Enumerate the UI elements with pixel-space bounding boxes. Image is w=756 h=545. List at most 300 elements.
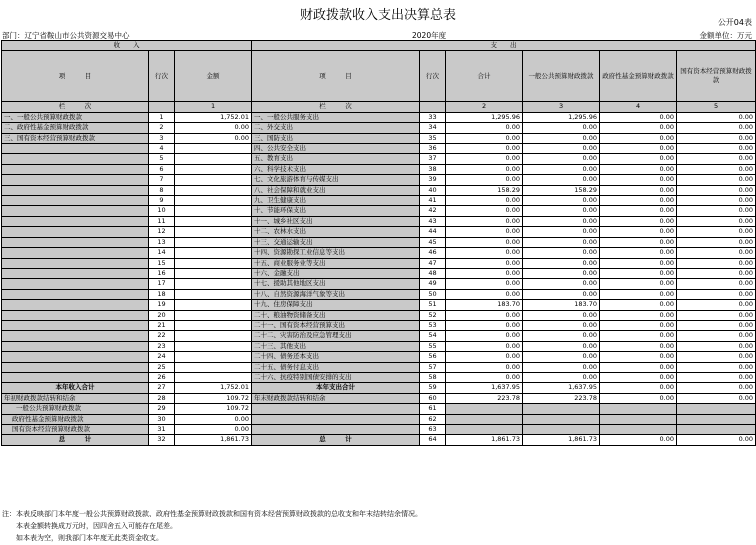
general-budget-header: 一般公共预算财政拨款	[523, 51, 600, 102]
budget-table	[1, 40, 756, 446]
expense-state-capital: 0.00	[677, 341, 756, 351]
income-line-no: 8	[149, 185, 175, 195]
table-row	[2, 372, 756, 382]
expense-total: 0.00	[446, 320, 523, 330]
expense-gov-fund: 0.00	[600, 300, 677, 310]
expense-line-no: 45	[420, 237, 446, 247]
expense-gov-fund: 0.00	[600, 237, 677, 247]
income-line-no: 1	[149, 112, 175, 122]
expense-total: 0.00	[446, 372, 523, 382]
expense-total: 0.00	[446, 268, 523, 278]
expense-state-capital: 0.00	[677, 268, 756, 278]
expense-general-budget: 0.00	[523, 362, 600, 372]
expense-general-budget: 0.00	[523, 310, 600, 320]
expense-gov-fund: 0.00	[600, 216, 677, 226]
expense-total: 0.00	[446, 258, 523, 268]
unit-label: 金额单位：万元	[699, 31, 752, 40]
expense-item-label: 十六、金融支出	[252, 268, 420, 278]
income-item-label	[2, 154, 149, 164]
income-line-header: 行次	[149, 51, 175, 102]
table-row	[2, 320, 756, 330]
expense-gov-fund: 0.00	[600, 196, 677, 206]
expense-general-budget: 0.00	[523, 248, 600, 258]
expense-state-capital: 0.00	[677, 216, 756, 226]
expense-item-header: 项 目	[252, 51, 420, 102]
column-number-row	[2, 102, 756, 112]
income-line-no: 19	[149, 300, 175, 310]
column-label: 栏 次	[2, 102, 149, 112]
income-amount	[175, 196, 252, 206]
expense-general-budget: 1,295.96	[523, 112, 600, 122]
expense-general-budget: 0.00	[523, 352, 600, 362]
expense-line-no: 41	[420, 196, 446, 206]
expense-total: 0.00	[446, 175, 523, 185]
expense-gov-fund: 0.00	[600, 133, 677, 143]
expense-item-label: 二十二、灾害防治及应急管理支出	[252, 331, 420, 341]
department-label: 部门：辽宁省鞍山市公共资源交易中心	[2, 31, 130, 40]
expense-total: 0.00	[446, 123, 523, 133]
income-item-label	[2, 279, 149, 289]
expense-item-label: 十二、农林水支出	[252, 227, 420, 237]
expense-total: 0.00	[446, 164, 523, 174]
income-item-label	[2, 268, 149, 278]
expense-item-label: 一、一般公共服务支出	[252, 112, 420, 122]
income-item-label	[2, 185, 149, 195]
carry-row	[2, 393, 756, 403]
expense-item-label: 十、节能环保支出	[252, 206, 420, 216]
income-amount	[175, 237, 252, 247]
income-amount-header: 金额	[175, 51, 252, 102]
expense-total-header: 合计	[446, 51, 523, 102]
expense-total: 0.00	[446, 331, 523, 341]
table-row	[2, 268, 756, 278]
expense-general-budget: 0.00	[523, 320, 600, 330]
expense-general-budget: 0.00	[523, 144, 600, 154]
expense-line-no: 38	[420, 164, 446, 174]
expense-item-label: 四、公共安全支出	[252, 144, 420, 154]
income-item-label	[2, 258, 149, 268]
table-row	[2, 154, 756, 164]
expense-line-no: 54	[420, 331, 446, 341]
expense-gov-fund: 0.00	[600, 331, 677, 341]
expense-general-budget: 0.00	[523, 206, 600, 216]
income-amount	[175, 154, 252, 164]
expense-gov-fund: 0.00	[600, 320, 677, 330]
income-item-label	[2, 372, 149, 382]
income-item-label	[2, 216, 149, 226]
expense-general-budget: 0.00	[523, 154, 600, 164]
grand-expense-value: 1,861.73	[446, 435, 523, 445]
table-row	[2, 196, 756, 206]
expense-item-label: 二十五、债务付息支出	[252, 362, 420, 372]
table-row	[2, 310, 756, 320]
expense-general-budget: 0.00	[523, 372, 600, 382]
income-item-label	[2, 248, 149, 258]
table-row	[2, 279, 756, 289]
income-line-no: 18	[149, 289, 175, 299]
column-header-row	[2, 51, 756, 102]
income-item-label	[2, 300, 149, 310]
table-row	[2, 123, 756, 133]
carry-in-label: 年初财政拨款结转和结余	[2, 393, 149, 403]
expense-general-budget: 0.00	[523, 268, 600, 278]
expense-line-no: 42	[420, 206, 446, 216]
expense-line-no: 53	[420, 320, 446, 330]
income-amount: 0.00	[175, 123, 252, 133]
income-item-label: 三、国有资本经营预算财政拨款	[2, 133, 149, 143]
expense-line-no: 36	[420, 144, 446, 154]
expense-line-no: 56	[420, 352, 446, 362]
expense-total-fund: 0.00	[600, 383, 677, 393]
expense-line-no: 33	[420, 112, 446, 122]
expense-line-no: 46	[420, 248, 446, 258]
income-item-label	[2, 144, 149, 154]
income-line-no: 12	[149, 227, 175, 237]
expense-total: 0.00	[446, 133, 523, 143]
income-line-no: 13	[149, 237, 175, 247]
sub2-value: 0.00	[175, 414, 252, 424]
income-amount	[175, 341, 252, 351]
sub1-value: 109.72	[175, 404, 252, 414]
footnotes	[2, 508, 422, 544]
expense-total: 0.00	[446, 196, 523, 206]
table-row	[2, 341, 756, 351]
expense-line-no: 55	[420, 341, 446, 351]
expense-gov-fund: 0.00	[600, 372, 677, 382]
expense-total: 0.00	[446, 341, 523, 351]
table-row	[2, 216, 756, 226]
carry-out-value: 223.78	[446, 393, 523, 403]
expense-general-budget: 0.00	[523, 237, 600, 247]
expense-state-capital: 0.00	[677, 352, 756, 362]
income-line-no: 16	[149, 268, 175, 278]
grand-expense-general: 1,861.73	[523, 435, 600, 445]
income-item-label	[2, 206, 149, 216]
expense-general-budget: 0.00	[523, 175, 600, 185]
year-label: 2020年度	[412, 31, 447, 40]
expense-gov-fund: 0.00	[600, 258, 677, 268]
expense-line-no: 44	[420, 227, 446, 237]
table-row	[2, 133, 756, 143]
expense-state-capital: 0.00	[677, 237, 756, 247]
income-line-no: 7	[149, 175, 175, 185]
expense-line-no: 51	[420, 300, 446, 310]
expense-state-capital: 0.00	[677, 372, 756, 382]
expense-general-budget: 158.29	[523, 185, 600, 195]
expense-gov-fund: 0.00	[600, 268, 677, 278]
expense-state-capital: 0.00	[677, 164, 756, 174]
income-amount: 0.00	[175, 133, 252, 143]
expense-general-budget: 0.00	[523, 341, 600, 351]
expense-item-label: 九、卫生健康支出	[252, 196, 420, 206]
expense-gov-fund: 0.00	[600, 112, 677, 122]
income-amount	[175, 279, 252, 289]
income-item-label	[2, 196, 149, 206]
col-num-1: 1	[175, 102, 252, 112]
sub3-label: 国有资本经营预算财政拨款	[2, 425, 149, 435]
income-item-label: 二、政府性基金预算财政拨款	[2, 123, 149, 133]
table-row	[2, 331, 756, 341]
col-num-4: 4	[600, 102, 677, 112]
income-amount	[175, 164, 252, 174]
expense-total: 0.00	[446, 289, 523, 299]
income-amount	[175, 331, 252, 341]
table-row	[2, 258, 756, 268]
income-amount	[175, 175, 252, 185]
expense-general-budget: 0.00	[523, 331, 600, 341]
income-line-no: 11	[149, 216, 175, 226]
table-row	[2, 289, 756, 299]
income-amount	[175, 362, 252, 372]
expense-total: 0.00	[446, 206, 523, 216]
income-amount	[175, 320, 252, 330]
sub-row	[2, 414, 756, 424]
col-num-2: 2	[446, 102, 523, 112]
expense-line-no: 58	[420, 372, 446, 382]
gov-fund-header: 政府性基金预算财政拨款	[600, 51, 677, 102]
expense-state-capital: 0.00	[677, 300, 756, 310]
income-line-no: 20	[149, 310, 175, 320]
table-row	[2, 175, 756, 185]
expense-state-capital: 0.00	[677, 331, 756, 341]
expense-total-label: 本年支出合计	[252, 383, 420, 393]
expense-state-capital: 0.00	[677, 258, 756, 268]
table-row	[2, 300, 756, 310]
line-no: 64	[420, 435, 446, 445]
expense-line-no: 47	[420, 258, 446, 268]
carry-out-label: 年末财政拨款结转和结余	[252, 393, 420, 403]
expense-item-label: 六、科学技术支出	[252, 164, 420, 174]
expense-state-capital: 0.00	[677, 175, 756, 185]
expense-item-label: 七、文化旅游体育与传媒支出	[252, 175, 420, 185]
expense-total: 0.00	[446, 310, 523, 320]
expense-general-budget: 0.00	[523, 227, 600, 237]
expense-item-label: 二、外交支出	[252, 123, 420, 133]
expense-item-label: 二十六、抗疫特别国债安排的支出	[252, 372, 420, 382]
income-item-header: 项 目	[2, 51, 149, 102]
income-item-label	[2, 362, 149, 372]
expense-state-capital: 0.00	[677, 123, 756, 133]
expense-item-label: 十四、资源勘探工业信息等支出	[252, 248, 420, 258]
income-line-no: 4	[149, 144, 175, 154]
report-meta	[2, 30, 754, 40]
expense-total: 0.00	[446, 248, 523, 258]
income-line-no: 5	[149, 154, 175, 164]
expense-state-capital: 0.00	[677, 279, 756, 289]
income-amount	[175, 185, 252, 195]
income-line-no: 9	[149, 196, 175, 206]
expense-general-budget: 0.00	[523, 133, 600, 143]
income-line-no: 17	[149, 279, 175, 289]
expense-gov-fund: 0.00	[600, 185, 677, 195]
income-amount	[175, 248, 252, 258]
grand-expense-label: 总 计	[252, 435, 420, 445]
income-amount: 1,752.01	[175, 112, 252, 122]
expense-state-capital: 0.00	[677, 248, 756, 258]
expense-state-capital: 0.00	[677, 320, 756, 330]
income-line-no: 14	[149, 248, 175, 258]
column-label: 栏 次	[252, 102, 420, 112]
table-row	[2, 248, 756, 258]
income-amount	[175, 372, 252, 382]
line-no: 27	[149, 383, 175, 393]
form-code: 公开04表	[717, 18, 752, 27]
expense-general-budget: 183.70	[523, 300, 600, 310]
state-capital-header: 国有资本经营预算财政拨款	[677, 51, 756, 102]
expense-line-no: 39	[420, 175, 446, 185]
income-amount	[175, 216, 252, 226]
expense-item-label: 十一、城乡社区支出	[252, 216, 420, 226]
expense-gov-fund: 0.00	[600, 248, 677, 258]
expense-state-capital: 0.00	[677, 154, 756, 164]
expense-section-header: 支 出	[252, 41, 756, 51]
income-amount	[175, 300, 252, 310]
expense-gov-fund: 0.00	[600, 123, 677, 133]
total-row	[2, 383, 756, 393]
income-amount	[175, 289, 252, 299]
table-row	[2, 185, 756, 195]
expense-state-capital: 0.00	[677, 362, 756, 372]
income-line-no: 10	[149, 206, 175, 216]
line-no: 60	[420, 393, 446, 403]
expense-line-header: 行次	[420, 51, 446, 102]
sub1-label: 一般公共预算财政拨款	[2, 404, 149, 414]
line-no: 32	[149, 435, 175, 445]
income-amount	[175, 144, 252, 154]
income-total-label: 本年收入合计	[2, 383, 149, 393]
expense-state-capital: 0.00	[677, 196, 756, 206]
expense-general-budget: 0.00	[523, 258, 600, 268]
expense-total-general: 1,637.95	[523, 383, 600, 393]
col-num-3: 3	[523, 102, 600, 112]
income-item-label	[2, 310, 149, 320]
income-item-label	[2, 237, 149, 247]
expense-gov-fund: 0.00	[600, 206, 677, 216]
carry-in-value: 109.72	[175, 393, 252, 403]
expense-total: 0.00	[446, 144, 523, 154]
table-row	[2, 112, 756, 122]
income-item-label	[2, 164, 149, 174]
expense-line-no: 52	[420, 310, 446, 320]
income-amount	[175, 268, 252, 278]
table-row	[2, 227, 756, 237]
expense-line-no: 48	[420, 268, 446, 278]
expense-total: 1,295.96	[446, 112, 523, 122]
expense-item-label: 八、社会保障和就业支出	[252, 185, 420, 195]
income-line-no: 26	[149, 372, 175, 382]
line-no: 61	[420, 404, 446, 414]
expense-gov-fund: 0.00	[600, 310, 677, 320]
expense-total: 0.00	[446, 227, 523, 237]
expense-general-budget: 0.00	[523, 279, 600, 289]
expense-general-budget: 0.00	[523, 216, 600, 226]
expense-gov-fund: 0.00	[600, 164, 677, 174]
income-line-no: 3	[149, 133, 175, 143]
expense-general-budget: 0.00	[523, 289, 600, 299]
expense-total: 0.00	[446, 154, 523, 164]
income-amount	[175, 352, 252, 362]
income-item-label: 一、一般公共预算财政拨款	[2, 112, 149, 122]
report-title: 财政拨款收入支出决算总表	[299, 8, 456, 23]
income-item-label	[2, 352, 149, 362]
income-item-label	[2, 289, 149, 299]
grand-total-row	[2, 435, 756, 445]
expense-item-label: 十五、商业服务业等支出	[252, 258, 420, 268]
table-row	[2, 237, 756, 247]
income-item-label	[2, 331, 149, 341]
expense-gov-fund: 0.00	[600, 279, 677, 289]
expense-total: 0.00	[446, 237, 523, 247]
expense-gov-fund: 0.00	[600, 352, 677, 362]
expense-line-no: 49	[420, 279, 446, 289]
expense-total: 0.00	[446, 362, 523, 372]
note-line: 如本表为空，则我部门本年度无此类资金收支。	[2, 534, 163, 542]
expense-line-no: 43	[420, 216, 446, 226]
income-total-value: 1,752.01	[175, 383, 252, 393]
expense-item-label: 十八、自然资源海洋气象等支出	[252, 289, 420, 299]
grand-income-label: 总 计	[2, 435, 149, 445]
expense-state-capital: 0.00	[677, 112, 756, 122]
line-no: 59	[420, 383, 446, 393]
income-line-no: 6	[149, 164, 175, 174]
table-row	[2, 352, 756, 362]
expense-state-capital: 0.00	[677, 133, 756, 143]
expense-state-capital: 0.00	[677, 185, 756, 195]
expense-gov-fund: 0.00	[600, 362, 677, 372]
expense-state-capital: 0.00	[677, 289, 756, 299]
income-amount	[175, 227, 252, 237]
income-line-no: 15	[149, 258, 175, 268]
expense-total: 158.29	[446, 185, 523, 195]
expense-line-no: 40	[420, 185, 446, 195]
carry-out-capital: 0.00	[677, 393, 756, 403]
expense-total-value: 1,637.95	[446, 383, 523, 393]
expense-item-label: 十九、住房保障支出	[252, 300, 420, 310]
line-no: 62	[420, 414, 446, 424]
sub-row	[2, 425, 756, 435]
expense-gov-fund: 0.00	[600, 227, 677, 237]
expense-item-label: 十七、援助其他地区支出	[252, 279, 420, 289]
income-line-no: 23	[149, 341, 175, 351]
expense-item-label: 三、国防支出	[252, 133, 420, 143]
sub3-value: 0.00	[175, 425, 252, 435]
expense-item-label: 二十、粮油物资储备支出	[252, 310, 420, 320]
expense-item-label: 二十三、其他支出	[252, 341, 420, 351]
table-row	[2, 362, 756, 372]
note-line: 注：本表反映部门本年度一般公共预算财政拨款、政府性基金预算财政拨款和国有资本经营预算财政拨款的总收支和年末结转结余情况。	[2, 510, 422, 518]
expense-item-label: 五、教育支出	[252, 154, 420, 164]
expense-item-label: 二十四、债务还本支出	[252, 352, 420, 362]
income-item-label	[2, 227, 149, 237]
income-line-no: 24	[149, 352, 175, 362]
income-line-no: 22	[149, 331, 175, 341]
income-amount	[175, 258, 252, 268]
sub-row	[2, 404, 756, 414]
col-num-5: 5	[677, 102, 756, 112]
income-amount	[175, 310, 252, 320]
expense-total: 0.00	[446, 352, 523, 362]
table-row	[2, 144, 756, 154]
line-no: 28	[149, 393, 175, 403]
expense-gov-fund: 0.00	[600, 175, 677, 185]
expense-total: 0.00	[446, 216, 523, 226]
expense-line-no: 57	[420, 362, 446, 372]
note-line: 本表金额转换成万元时，因四舍五入可能存在尾差。	[2, 522, 177, 530]
line-no: 31	[149, 425, 175, 435]
carry-out-fund: 0.00	[600, 393, 677, 403]
income-line-no: 2	[149, 123, 175, 133]
expense-line-no: 50	[420, 289, 446, 299]
